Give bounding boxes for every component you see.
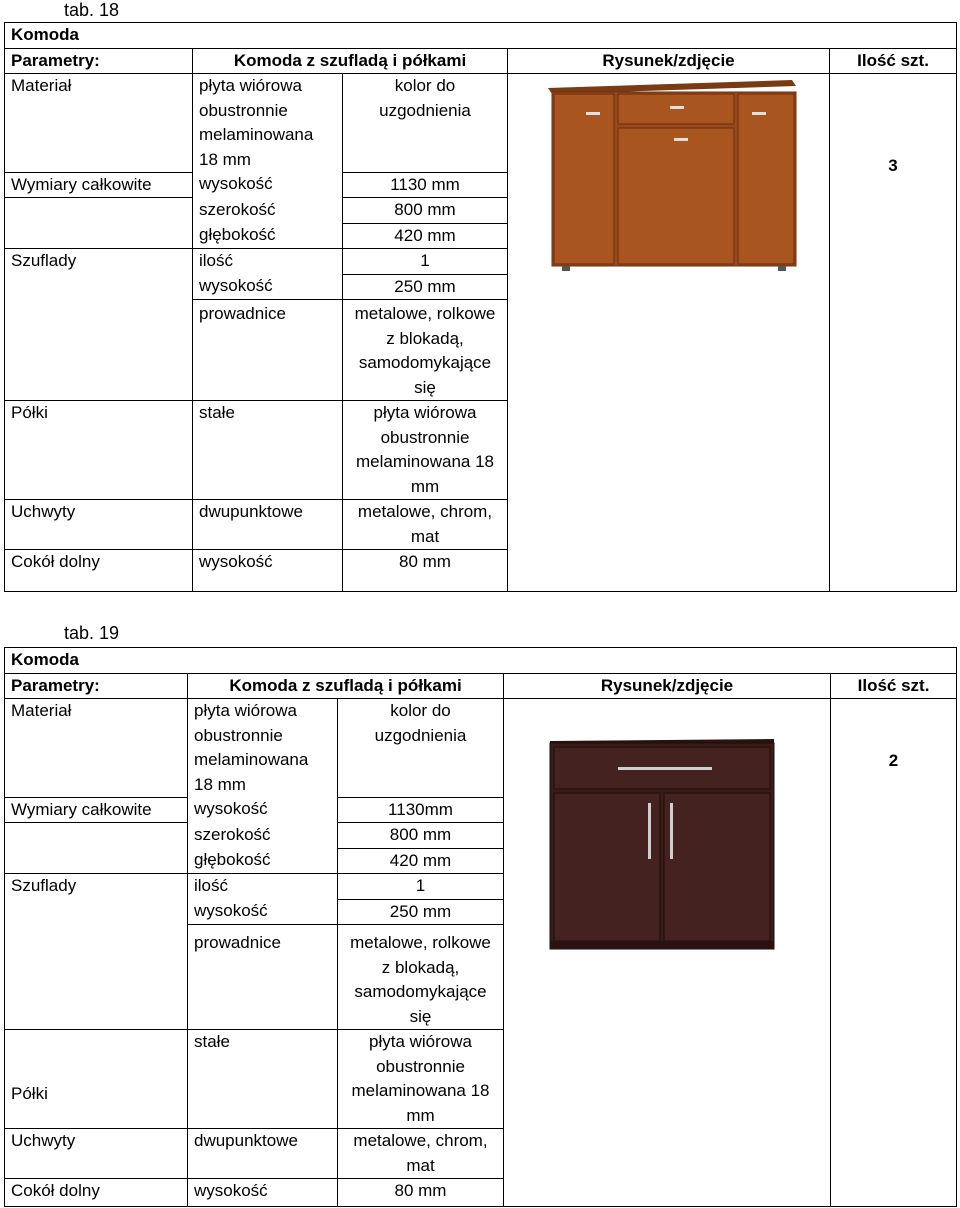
handles-type: dwupunktowe [193,500,343,550]
dresser-foot [778,266,786,271]
handle-icon [670,803,673,859]
handles-value: metalowe, chrom, mat [338,1129,504,1179]
shelves-label: Półki [5,1030,188,1129]
qty-label: Ilość szt. [831,673,957,699]
dresser-foot [562,266,570,271]
spec-table-19 [4,647,957,1207]
plinth-label: Cokół dolny [5,550,193,592]
drawer-height-value: 250 mm [343,274,508,300]
handles-label: Uchwyty [5,1129,188,1179]
plinth-label: Cokół dolny [5,1179,188,1207]
dresser-image [542,737,782,957]
plinth-height-value: 80 mm [338,1179,504,1207]
photo-cell [504,699,831,1207]
material-color: kolor do uzgodnienia [343,74,508,173]
dresser-right-door [664,793,770,941]
depth-value: 420 mm [338,848,504,874]
dresser-plinth [550,941,774,949]
spec-table-18 [4,22,957,592]
product-title: Komoda [5,23,957,49]
drawer-height-label: wysokość [188,899,338,925]
handle-icon [752,112,766,115]
product-title: Komoda [5,648,957,674]
photo-label: Rysunek/zdjęcie [508,48,830,74]
height-label: wysokość [193,172,343,198]
drawer-height-label: wysokość [193,274,343,300]
guides-value: metalowe, rolkowe z blokadą, samodomykające się [343,300,508,401]
qty-value: 3 [830,74,957,592]
width-value: 800 mm [338,823,504,849]
width-label: szerokość [193,198,343,224]
material-color: kolor do uzgodnienia [338,699,504,798]
dresser-right-door [738,94,794,264]
material-label: Materiał [5,699,188,798]
count-value: 1 [343,249,508,275]
table-caption: tab. 18 [64,0,120,20]
drawers-label: Szuflady [5,874,188,900]
dims-label: Wymiary całkowite [5,797,188,823]
dresser-image [542,76,802,286]
qty-value: 2 [831,699,957,1207]
width-value: 800 mm [343,198,508,224]
item-name: Komoda z szufladą i półkami [193,48,508,74]
dims-label: Wymiary całkowite [5,172,193,198]
height-label: wysokość [188,797,338,823]
guides-label: prowadnice [193,300,343,401]
depth-label: głębokość [193,223,343,249]
plinth-height-value: 80 mm [343,550,508,592]
handles-value: metalowe, chrom, mat [343,500,508,550]
width-label: szerokość [188,823,338,849]
handles-label: Uchwyty [5,500,193,550]
guides-value: metalowe, rolkowe z blokadą, samodomykające się [338,925,504,1030]
qty-label: Ilość szt. [830,48,957,74]
material-value: płyta wiórowa obustronnie melaminowana 18 mm [193,74,343,173]
handle-icon [586,112,600,115]
fixed-label: stałe [188,1030,338,1129]
shelves-label: Półki [5,401,193,500]
handles-type: dwupunktowe [188,1129,338,1179]
handle-icon [618,767,712,770]
plinth-height-label: wysokość [193,550,343,592]
params-label: Parametry: [5,48,193,74]
plinth-height-label: wysokość [188,1179,338,1207]
fixed-label: stałe [193,401,343,500]
item-name: Komoda z szufladą i półkami [188,673,504,699]
dresser-left-door [554,94,614,264]
handle-icon [674,138,688,141]
photo-label: Rysunek/zdjęcie [504,673,831,699]
dresser-left-door [554,793,660,941]
drawers-label: Szuflady [5,249,193,275]
count-value: 1 [338,874,504,900]
dresser-middle-door [618,128,734,264]
handle-icon [670,106,684,109]
depth-value: 420 mm [343,223,508,249]
params-label: Parametry: [5,673,188,699]
material-label: Materiał [5,74,193,173]
material-value: płyta wiórowa obustronnie melaminowana 18 mm [188,699,338,798]
fixed-value: płyta wiórowa obustronnie melaminowana 18 mm [338,1030,504,1129]
count-label: ilość [188,874,338,900]
handle-icon [648,803,651,859]
count-label: ilość [193,249,343,275]
photo-cell [508,74,830,592]
depth-label: głębokość [188,848,338,874]
drawer-height-value: 250 mm [338,899,504,925]
height-value: 1130mm [338,797,504,823]
fixed-value: płyta wiórowa obustronnie melaminowana 18 mm [343,401,508,500]
height-value: 1130 mm [343,172,508,198]
guides-label: prowadnice [188,925,338,1030]
table-caption: tab. 19 [64,623,120,643]
